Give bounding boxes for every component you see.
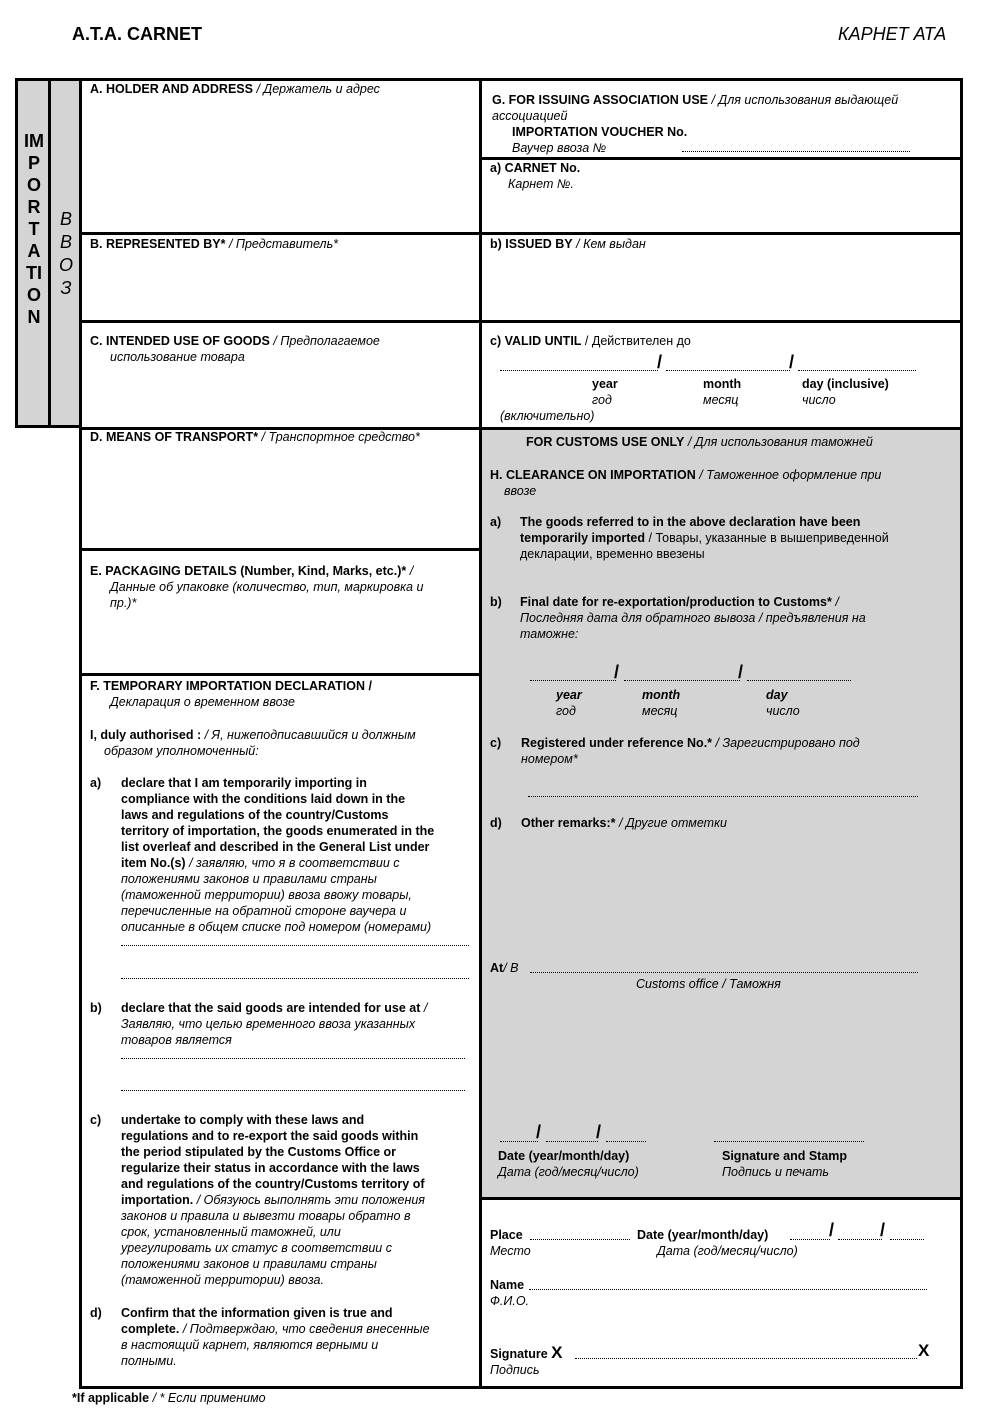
box-h-label-ru: / Таможенное оформление при [699,468,882,482]
box-g-label-ru: / Для использования выдающей [711,93,899,107]
month-en: month [642,688,681,702]
box-a-label-en: A. HOLDER AND ADDRESS [90,82,253,96]
h-c-line1-ru: / Зарегистрировано под [715,736,860,750]
carnet-title: A.T.A. CARNET [72,24,202,44]
slash-icon: / [829,1220,835,1240]
month-en: month [703,377,742,391]
f-c-line6 [121,1192,477,1208]
box-f-duly [90,727,416,759]
h-c-line1-en: Registered under reference No.* [521,736,713,750]
reexport-day-label [766,687,800,719]
f-d-line2 [121,1321,477,1337]
f-a-line: declare that I am temporarily importing in [121,776,367,790]
day-en: day [766,688,788,702]
f-b-line1-en: declare that the said goods are intended for use at [121,1001,421,1015]
voucher-label-ru: Ваучер ввоза № [512,141,607,155]
customs-date-month[interactable] [546,1141,598,1142]
box-a-label [90,81,380,97]
valid-inclusive-ru: (включительно) [500,409,595,423]
f-d-line: Confirm that the information given is true and [121,1306,393,1320]
box-gc-label [490,333,691,349]
box-d-transport[interactable] [79,427,482,551]
h-d-line1-en: Other remarks:* [521,816,616,830]
bottom-date-month[interactable] [838,1239,882,1240]
box-b-label-ru: / Представитель* [228,237,339,251]
f-b-ru-line: товаров является [121,1033,232,1047]
slash-icon: / [614,662,620,682]
customs-at-label [490,960,519,976]
footnote-en: *If applicable [72,1391,150,1405]
f-a-ru-line: описанные в общем списке под номером (номерами) [121,920,432,934]
f-a-line6-en: item No.(s) [121,856,186,870]
signature-field[interactable] [575,1358,917,1359]
customs-only-en: FOR CUSTOMS USE ONLY [526,435,685,449]
year-en: year [592,377,618,391]
slash-icon: / [596,1122,602,1142]
f-a-line6-ru: / заявляю, что я в соответствии с [189,856,400,870]
carnet-title-ru: КАРНЕТ АТА [838,24,947,44]
h-b-line1-ru: / [835,595,839,609]
bottom-date-en: Date (year/month/day) [637,1228,769,1242]
valid-month-field[interactable] [666,370,790,371]
footnote [72,1390,266,1406]
box-h-label [490,467,881,499]
signature-label [490,1345,562,1378]
box-f-label-ru: Декларация о временном ввозе [110,695,296,709]
f-a-line: compliance with the conditions laid down in the [121,792,406,806]
slash-icon: / [789,352,795,372]
slash-icon: / [536,1122,542,1142]
name-ru: Ф.И.О. [490,1294,530,1308]
h-d-mark: d) [490,816,502,830]
h-a-line3: декларации, временно ввезены [520,547,705,561]
month-ru: месяц [642,704,678,718]
place-ru: Место [490,1244,531,1258]
customs-office-label [636,976,781,992]
f-c-ru-line: урегулировать их статус в соответствии с [121,1241,392,1255]
valid-month-label [703,376,741,408]
reexport-year-label [556,687,582,719]
box-gb-label-en: b) ISSUED BY [490,237,573,251]
box-a-label-ru: / Держатель и адрес [256,82,380,96]
customs-only-ru: / Для использования таможней [687,435,873,449]
year-ru: год [556,704,576,718]
day-en: day (inclusive) [802,377,889,391]
customs-office-field[interactable] [530,972,918,973]
duly-ru2: образом уполномоченный: [104,744,259,758]
box-d-label-ru: / Транспортное средство* [261,430,420,444]
box-h-label-en: H. CLEARANCE ON IMPORTATION [490,468,696,482]
customs-sign-label [722,1148,847,1180]
month-ru: месяц [703,393,739,407]
place-field[interactable] [530,1239,630,1240]
f-c-line6-ru: / Обязуюсь выполнять эти положения [196,1193,425,1207]
f-d-line2-en: complete. [121,1322,180,1336]
box-c-label-ru: / Предполагаемое [273,334,380,348]
f-b-mark: b) [90,1001,102,1015]
h-d-line1-ru: / Другие отметки [618,816,727,830]
box-e-label-ru: / [409,564,414,578]
box-c-label-ru2: использование товара [110,350,245,364]
box-g-label [492,92,957,156]
h-a-text [520,514,960,562]
box-b-label-en: B. REPRESENTED BY* [90,237,226,251]
f-a-line6 [121,855,477,871]
box-e-label-ru2: Данные об упаковке (количество, тип, маркировка и [110,580,424,594]
f-b-ru-line: Заявляю, что целью временного ввоза указанных [121,1017,416,1031]
f-c-ru-line: законов и правила и вывезти товары обратно в [121,1209,411,1223]
box-gb-label [490,236,646,252]
bottom-date-day[interactable] [890,1239,924,1240]
place-en: Place [490,1228,523,1242]
h-a-line2-en: temporarily imported [520,531,646,545]
h-b-line1 [520,594,960,610]
f-b-text [121,1000,477,1048]
slash-icon: / [738,662,744,682]
f-a-line: list overleaf and described in the General List under [121,840,430,854]
box-ga-label [490,160,580,192]
box-c-label-en: C. INTENDED USE OF GOODS [90,334,270,348]
box-e-label-en: E. PACKAGING DETAILS (Number, Kind, Marks, etc.)* [90,564,407,578]
box-gc-label-ru: / Действителен до [584,334,691,348]
f-b-line1 [121,1000,477,1016]
box-gc-label-en: c) VALID UNTIL [490,334,582,348]
name-field[interactable] [529,1289,927,1290]
box-d-label [90,429,420,445]
duly-ru: / Я, нижеподписавшийся и должным [204,728,416,742]
voucher-label: IMPORTATION VOUCHER No. [512,125,688,139]
f-c-ru-line: срок, установленный таможней, или [121,1225,341,1239]
at-ru: / В [503,961,519,975]
f-a-mark: a) [90,776,102,790]
customs-date-en: Date (year/month/day) [498,1149,630,1163]
box-e-label-ru3: пр.)* [110,596,137,610]
customs-date-day[interactable] [606,1141,646,1142]
box-b-label [90,236,338,252]
reexport-month-field[interactable] [624,680,740,681]
at-en: At [490,961,504,975]
box-g-label-en: G. FOR ISSUING ASSOCIATION USE [492,93,708,107]
f-c-line: regularize their status in accordance with the laws [121,1161,420,1175]
f-d-ru-line: полными. [121,1354,177,1368]
f-c-ru-line: положениями законов и правилами страны [121,1257,377,1271]
reexport-year-field[interactable] [530,680,616,681]
box-g-label-ru2: ассоциацией [492,109,568,123]
h-c-mark: c) [490,736,502,750]
f-c-mark: c) [90,1113,102,1127]
f-a-ru-line: положениями законов и правилами страны [121,872,377,886]
h-c-line2-ru: номером* [521,752,578,766]
f-a-text [121,775,477,935]
f-a-ru-line: перечисленные на обратной стороне ваучера и [121,904,407,918]
bottom-date-year[interactable] [790,1239,830,1240]
box-gb-label-ru: / Кем выдан [576,237,646,251]
customs-office-ru: / Таможня [722,977,781,991]
name-label [490,1277,529,1309]
signature-x-end: X [918,1341,930,1360]
importation-vertical-label: IMPORTATION [24,131,44,327]
name-en: Name [490,1278,525,1292]
valid-day-label [802,376,889,408]
f-b-fill-line-1[interactable] [121,1058,465,1059]
footnote-ru: / * Если применимо [152,1391,266,1405]
f-c-text [121,1112,477,1288]
f-c-line: and regulations of the country/Customs territory of [121,1177,425,1191]
h-b-text [520,594,960,642]
box-e-label [90,563,423,611]
f-c-line: regulations and to re-export the said goods within [121,1129,419,1143]
h-c-text [521,735,961,767]
customs-date-ru: Дата (год/месяц/число) [498,1165,639,1179]
year-en: year [556,688,582,702]
signature-ru: Подпись [490,1363,540,1377]
box-d-label-en: D. MEANS OF TRANSPORT* [90,430,259,444]
customs-signature-field[interactable] [714,1141,864,1142]
h-b-ru-line: Последняя дата для обратного вывоза / предъявления на [520,611,866,625]
reference-no-field[interactable] [528,796,918,797]
valid-day-field[interactable] [798,370,916,371]
box-f-label-en: F. TEMPORARY IMPORTATION DECLARATION / [90,679,372,693]
box-h-label-ru2: ввозе [504,484,537,498]
signature-x-start: X [551,1343,563,1362]
year-ru: год [592,393,612,407]
f-b-fill-line-2[interactable] [121,1090,465,1091]
f-a-ru-line: (таможенной территории) ввоза ввожу товары, [121,888,412,902]
f-c-line6-en: importation. [121,1193,194,1207]
f-d-ru-line: в настоящий карнет, являются верными и [121,1338,379,1352]
duly-en: I, duly authorised : [90,728,202,742]
customs-only-label [526,434,873,450]
customs-sign-en: Signature and Stamp [722,1149,848,1163]
customs-date-label [498,1148,639,1180]
f-a-line: laws and regulations of the country/Customs [121,808,389,822]
day-ru: число [802,393,836,407]
f-a-fill-line-2[interactable] [121,978,469,979]
vvoz-vertical-label: ВВОЗ [58,209,73,298]
f-c-line: undertake to comply with these laws and [121,1113,365,1127]
h-a-line1: The goods referred to in the above declaration have been [520,515,861,529]
place-label [490,1227,531,1259]
day-ru: число [766,704,800,718]
h-b-line1-en: Final date for re-exportation/production to Customs* [520,595,832,609]
reexport-day-field[interactable] [747,680,851,681]
f-d-mark: d) [90,1306,102,1320]
valid-year-label [592,376,618,408]
customs-office-en: Customs office [636,977,719,991]
f-d-text [121,1305,477,1369]
box-f-label [90,678,372,710]
bottom-date-label [637,1227,798,1259]
slash-icon: / [657,352,663,372]
h-a-line2 [520,530,960,546]
slash-icon: / [880,1220,886,1240]
h-b-ru-line: таможне: [520,627,579,641]
h-a-line2-ru: / Товары, указанные в вышеприведенной [648,531,889,545]
f-c-line: the period stipulated by the Customs Office or [121,1145,397,1159]
box-a-holder[interactable] [79,78,482,235]
customs-date-year[interactable] [500,1141,538,1142]
valid-year-field[interactable] [500,370,658,371]
reexport-month-label [642,687,680,719]
f-c-ru-line: (таможенной территории) ввоза. [121,1273,324,1287]
bottom-date-ru: Дата (год/месяц/число) [657,1244,798,1258]
h-b-mark: b) [490,595,502,609]
box-ga-label-ru: Карнет №. [508,177,574,191]
f-b-line1-ru: / [423,1001,428,1015]
voucher-number-field[interactable] [682,151,910,152]
box-ga-label-en: a) CARNET No. [490,161,581,175]
f-d-line2-ru: / Подтверждаю, что сведения внесенные [182,1322,430,1336]
signature-en: Signature [490,1347,548,1361]
h-d-text [521,815,727,831]
customs-sign-ru: Подпись и печать [722,1165,830,1179]
f-a-line: territory of importation, the goods enumerated in the [121,824,435,838]
box-c-label [90,333,380,365]
h-a-mark: a) [490,515,502,529]
f-a-fill-line-1[interactable] [121,945,469,946]
